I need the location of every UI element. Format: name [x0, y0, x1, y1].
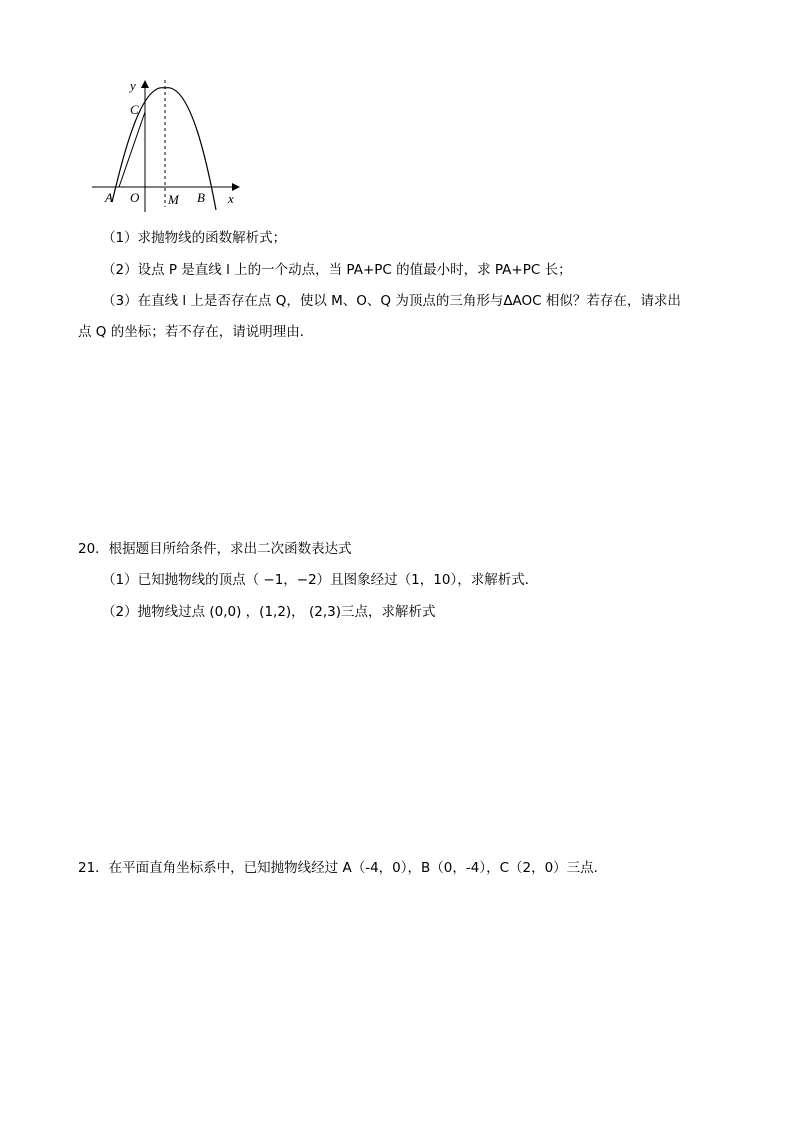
label-O: O	[130, 190, 140, 205]
label-A: A	[105, 190, 113, 205]
label-C: C	[130, 102, 139, 117]
label-M: M	[168, 192, 179, 207]
y-axis-arrow	[141, 80, 149, 88]
label-y: y	[130, 78, 136, 93]
label-B: B	[197, 190, 205, 205]
label-x: x	[228, 191, 234, 206]
q19-part1: （1）求抛物线的函数解析式；	[102, 230, 287, 246]
q19-part3-line2: 点 Q 的坐标；若不存在，请说明理由．	[78, 324, 314, 340]
q20-part2: （2）抛物线过点 (0,0) ，(1,2)， (2,3)三点，求解析式	[102, 604, 436, 620]
parabola-figure	[92, 72, 252, 217]
q20-title: 20．根据题目所给条件，求出二次函数表达式	[78, 541, 352, 557]
line-AC	[119, 112, 145, 187]
q19-part2: （2）设点 P 是直线 l 上的一个动点，当 PA+PC 的值最小时，求 PA+PC 长；	[102, 262, 572, 278]
q20-part1: （1）已知抛物线的顶点（ −1，−2）且图象经过（1，10），求解析式．	[102, 572, 539, 588]
q19-part3-line1: （3）在直线 l 上是否存在点 Q，使以 M、O、Q 为顶点的三角形与ΔAOC 相似？若存在，请求出	[102, 293, 681, 309]
q21-title: 21．在平面直角坐标系中，已知抛物线经过 A（-4，0），B（0，-4），C（2，0）三点．	[78, 860, 608, 876]
x-axis-arrow	[232, 183, 240, 191]
